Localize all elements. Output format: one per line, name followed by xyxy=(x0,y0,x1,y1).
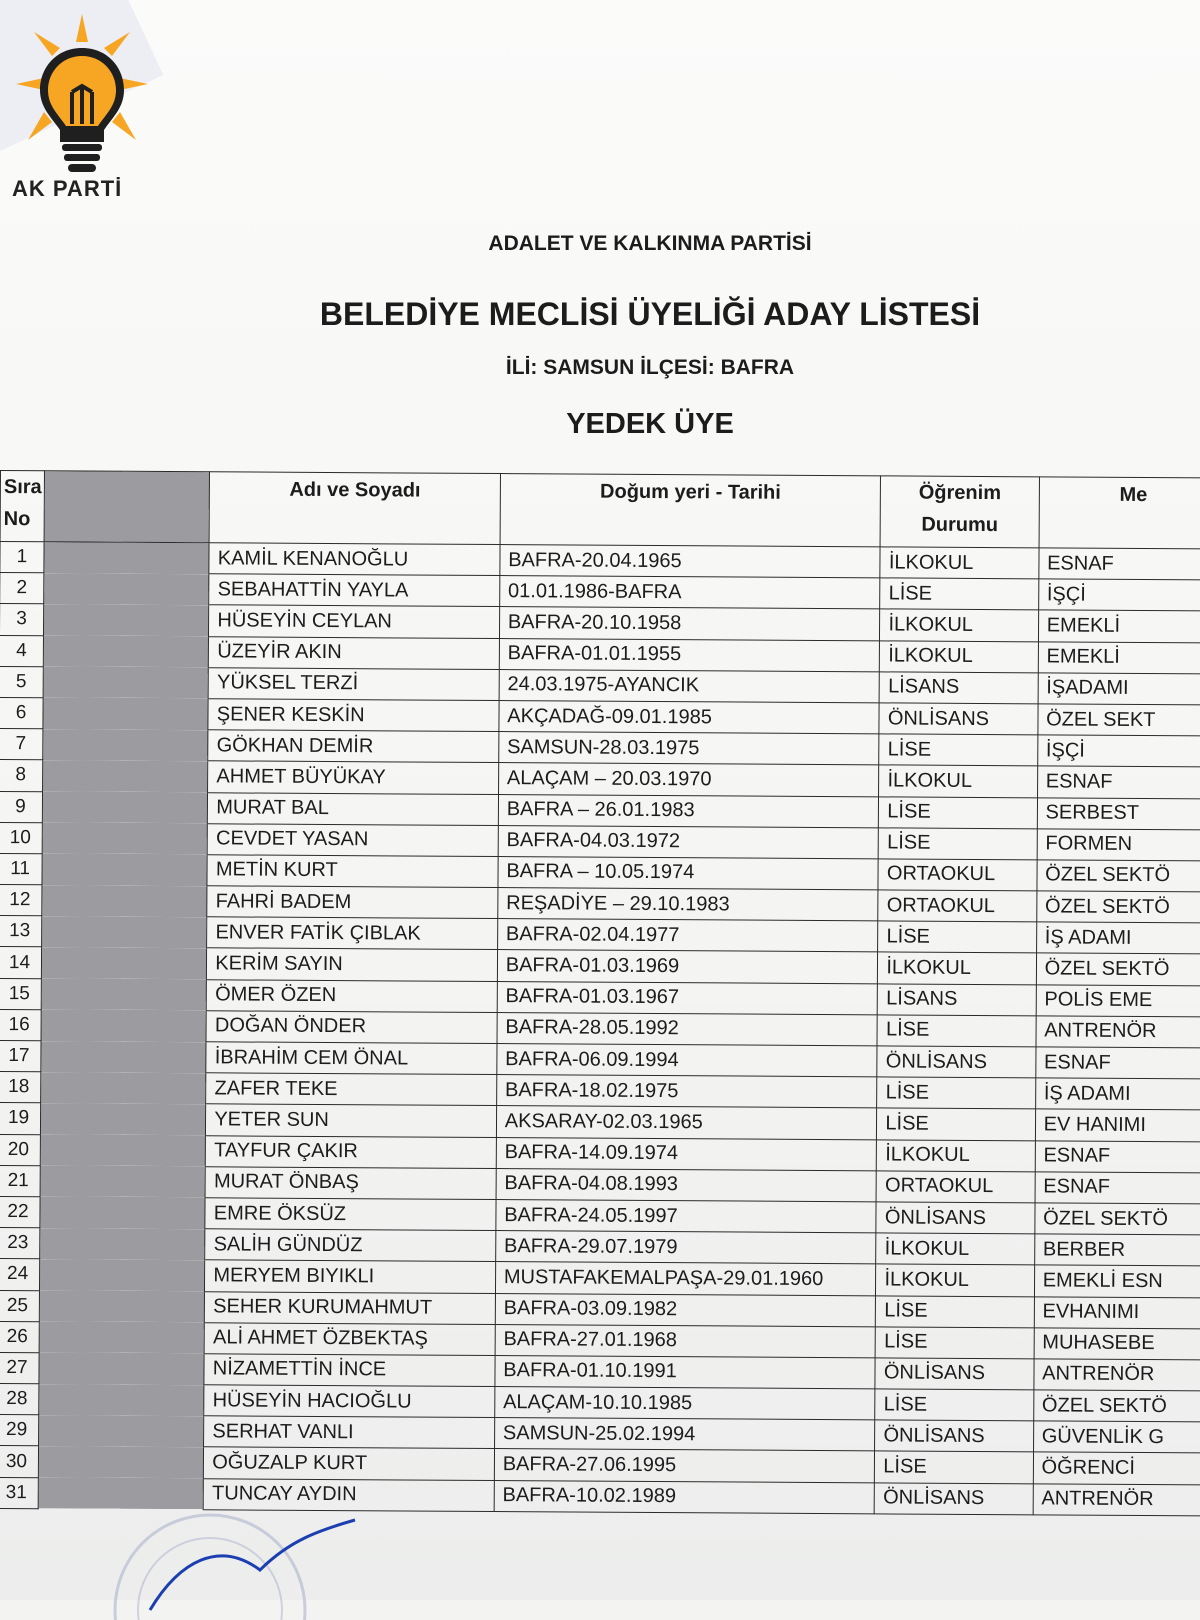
education-level: İLKOKUL xyxy=(880,640,1038,672)
candidate-name: MURAT ÖNBAŞ xyxy=(205,1167,496,1200)
birth-place-date: BAFRA-14.09.1974 xyxy=(496,1137,877,1171)
education-level: LİSE xyxy=(878,921,1036,953)
birth-place-date: BAFRA-18.02.1975 xyxy=(496,1075,877,1109)
birth-place-date: BAFRA-27.06.1995 xyxy=(494,1449,875,1483)
occupation: İŞÇİ xyxy=(1037,735,1200,767)
redacted-cell xyxy=(40,1259,205,1291)
candidate-name: ENVER FATİK ÇIBLAK xyxy=(207,917,498,950)
candidate-name: SERHAT VANLI xyxy=(204,1416,495,1449)
redacted-cell xyxy=(40,1228,205,1260)
column-header-no-line2: No xyxy=(3,508,31,531)
education-level: İLKOKUL xyxy=(876,1233,1034,1265)
education-level: LİSE xyxy=(877,1015,1035,1047)
redacted-cell xyxy=(41,978,206,1010)
row-number: 30 xyxy=(0,1446,39,1477)
row-number: 26 xyxy=(0,1321,39,1352)
column-header-education-line2: Durumu xyxy=(921,513,999,537)
candidate-name: HÜSEYİN CEYLAN xyxy=(209,605,500,638)
candidate-name: TUNCAY AYDIN xyxy=(203,1478,494,1511)
candidate-name: OĞUZALP KURT xyxy=(204,1447,495,1480)
candidate-name: ŞENER KESKİN xyxy=(208,699,499,732)
redacted-cell xyxy=(41,1103,206,1135)
candidate-name: KERİM SAYIN xyxy=(207,948,498,981)
column-header-occupation: Me xyxy=(1039,477,1200,549)
candidate-name: ÖMER ÖZEN xyxy=(207,979,498,1012)
birth-place-date: SAMSUN-25.02.1994 xyxy=(494,1418,875,1452)
page-title: BELEDİYE MECLİSİ ÜYELİĞİ ADAY LİSTESİ xyxy=(319,296,981,332)
birth-place-date: 01.01.1986-BAFRA xyxy=(499,576,880,610)
education-level: İLKOKUL xyxy=(878,952,1036,984)
redacted-cell xyxy=(42,885,207,917)
candidate-name: SEBAHATTİN YAYLA xyxy=(209,574,500,607)
candidate-name: HÜSEYİN HACIOĞLU xyxy=(204,1385,495,1418)
education-level: ORTAOKUL xyxy=(876,1171,1034,1203)
redacted-cell xyxy=(39,1353,204,1385)
education-level: İLKOKUL xyxy=(880,547,1038,579)
birth-place-date: ALAÇAM – 20.03.1970 xyxy=(498,763,879,797)
candidate-table xyxy=(0,470,1200,1516)
row-number: 16 xyxy=(0,1009,41,1040)
row-number: 7 xyxy=(0,729,43,760)
row-number: 22 xyxy=(0,1196,40,1227)
redacted-cell xyxy=(43,760,208,792)
logo-wordmark: AK PARTİ xyxy=(12,176,123,201)
birth-place-date: BAFRA – 26.01.1983 xyxy=(498,794,879,828)
candidate-name: CEVDET YASAN xyxy=(207,823,498,856)
occupation: POLİS EME xyxy=(1036,984,1200,1016)
occupation: ESNAF xyxy=(1037,766,1200,798)
birth-place-date: ALAÇAM-10.10.1985 xyxy=(495,1387,876,1421)
redacted-cell xyxy=(44,604,209,636)
education-level: LİSE xyxy=(879,796,1037,828)
row-number: 3 xyxy=(0,604,44,635)
birth-place-date: SAMSUN-28.03.1975 xyxy=(499,732,880,766)
candidate-name: FAHRİ BADEM xyxy=(207,886,498,919)
education-level: ÖNLİSANS xyxy=(875,1358,1033,1390)
birth-place-date: BAFRA-01.01.1955 xyxy=(499,638,880,672)
occupation: ÖZEL SEKT xyxy=(1038,704,1200,736)
birth-place-date: BAFRA-29.07.1979 xyxy=(495,1231,876,1265)
candidate-name: YETER SUN xyxy=(206,1104,497,1137)
row-number: 8 xyxy=(0,760,43,791)
birth-place-date: REŞADİYE – 29.10.1983 xyxy=(498,888,879,922)
birth-place-date: BAFRA-10.02.1989 xyxy=(494,1480,875,1514)
redacted-cell xyxy=(42,822,207,854)
redacted-cell xyxy=(39,1384,204,1416)
redacted-cell xyxy=(43,667,208,699)
education-level: ORTAOKUL xyxy=(878,859,1036,891)
row-number: 24 xyxy=(0,1259,40,1290)
redacted-cell xyxy=(41,1041,206,1073)
occupation: İŞADAMI xyxy=(1038,673,1200,705)
row-number: 27 xyxy=(0,1352,39,1383)
education-level: İLKOKUL xyxy=(876,1264,1034,1296)
education-level: LİSE xyxy=(875,1327,1033,1359)
row-number: 9 xyxy=(0,791,43,822)
redacted-cell xyxy=(44,542,209,574)
row-number: 18 xyxy=(0,1072,41,1103)
education-level: LİSE xyxy=(877,1077,1035,1109)
candidate-name: MERYEM BIYIKLI xyxy=(205,1260,496,1293)
party-name: ADALET VE KALKINMA PARTİSİ xyxy=(488,232,812,255)
redacted-cell xyxy=(41,1010,206,1042)
birth-place-date: BAFRA-02.04.1977 xyxy=(497,919,878,953)
birth-place-date: BAFRA – 10.05.1974 xyxy=(498,856,879,890)
birth-place-date: BAFRA-28.05.1992 xyxy=(497,1012,878,1046)
candidate-name: METİN KURT xyxy=(207,855,498,888)
occupation: MUHASEBE xyxy=(1034,1328,1200,1360)
redacted-cell xyxy=(41,947,206,979)
candidate-name: İBRAHİM CEM ÖNAL xyxy=(206,1042,497,1075)
row-number: 1 xyxy=(0,542,44,573)
occupation: ESNAF xyxy=(1035,1140,1200,1172)
occupation: ÖZEL SEKTÖ xyxy=(1033,1390,1200,1422)
occupation: BERBER xyxy=(1034,1234,1200,1266)
education-level: ÖNLİSANS xyxy=(879,703,1037,735)
redacted-cell xyxy=(39,1321,204,1353)
official-stamp xyxy=(110,1500,370,1620)
row-number: 6 xyxy=(0,697,43,728)
candidate-name: AHMET BÜYÜKAY xyxy=(208,761,499,794)
row-number: 14 xyxy=(0,947,42,978)
redacted-cell xyxy=(43,635,208,667)
candidate-name: ALİ AHMET ÖZBEKTAŞ xyxy=(204,1322,495,1355)
occupation: ÖĞRENCİ xyxy=(1033,1452,1200,1484)
education-level: ÖNLİSANS xyxy=(875,1420,1033,1452)
table-header-row xyxy=(0,471,1200,550)
column-header-education xyxy=(880,476,1039,548)
occupation: ÖZEL SEKTÖ xyxy=(1036,953,1200,985)
row-number: 17 xyxy=(0,1040,41,1071)
occupation: ÖZEL SEKTÖ xyxy=(1035,1203,1200,1235)
birth-place-date: BAFRA-01.03.1967 xyxy=(497,981,878,1015)
birth-place-date: BAFRA-03.09.1982 xyxy=(495,1293,876,1327)
occupation: EV HANIMI xyxy=(1035,1109,1200,1141)
occupation: GÜVENLİK G xyxy=(1033,1421,1200,1453)
candidate-name: TAYFUR ÇAKIR xyxy=(206,1135,497,1168)
redacted-cell xyxy=(43,729,208,761)
education-level: LİSE xyxy=(880,578,1038,610)
row-number: 2 xyxy=(0,573,44,604)
location-line: İLİ: SAMSUN İLÇESİ: BAFRA xyxy=(505,356,795,379)
candidate-name: KAMİL KENANOĞLU xyxy=(209,543,500,576)
occupation: ÖZEL SEKTÖ xyxy=(1036,891,1200,923)
occupation: EVHANIMI xyxy=(1034,1296,1200,1328)
row-number: 21 xyxy=(0,1165,40,1196)
member-type-heading: YEDEK ÜYE xyxy=(566,408,734,440)
row-number: 23 xyxy=(0,1228,40,1259)
education-level: İLKOKUL xyxy=(880,609,1038,641)
birth-place-date: BAFRA-24.05.1997 xyxy=(496,1199,877,1233)
candidate-name: SEHER KURUMAHMUT xyxy=(205,1291,496,1324)
occupation: ESNAF xyxy=(1035,1047,1200,1079)
row-number: 12 xyxy=(0,885,42,916)
redacted-cell xyxy=(40,1197,205,1229)
candidate-name: ZAFER TEKE xyxy=(206,1073,497,1106)
occupation: EMEKLİ xyxy=(1038,641,1200,673)
birth-place-date: MUSTAFAKEMALPAŞA-29.01.1960 xyxy=(495,1262,876,1296)
education-level: LİSANS xyxy=(880,672,1038,704)
row-number: 11 xyxy=(0,853,42,884)
occupation: ESNAF xyxy=(1039,548,1200,580)
birth-place-date: BAFRA-01.10.1991 xyxy=(495,1355,876,1389)
education-level: ORTAOKUL xyxy=(878,890,1036,922)
birth-place-date: BAFRA-20.04.1965 xyxy=(500,545,881,579)
redacted-cell xyxy=(40,1166,205,1198)
redacted-column-header xyxy=(44,471,210,543)
education-level: LİSE xyxy=(879,734,1037,766)
row-number: 19 xyxy=(0,1103,41,1134)
row-number: 29 xyxy=(0,1415,39,1446)
candidate-name: YÜKSEL TERZİ xyxy=(208,668,499,701)
row-number: 25 xyxy=(0,1290,40,1321)
occupation: İŞ ADAMI xyxy=(1035,1078,1200,1110)
education-level: LİSE xyxy=(875,1389,1033,1421)
column-header-education-line1: Öğrenim xyxy=(918,481,1002,505)
birth-place-date: BAFRA-27.01.1968 xyxy=(495,1324,876,1358)
redacted-cell xyxy=(42,791,207,823)
row-number: 31 xyxy=(0,1477,38,1508)
candidate-name: MURAT BAL xyxy=(208,792,499,825)
education-level: LİSE xyxy=(876,1295,1034,1327)
education-level: ÖNLİSANS xyxy=(875,1482,1033,1514)
column-header-no xyxy=(0,471,44,542)
birth-place-date: BAFRA-04.08.1993 xyxy=(496,1168,877,1202)
birth-place-date: 24.03.1975-AYANCIK xyxy=(499,669,880,703)
education-level: ÖNLİSANS xyxy=(876,1202,1034,1234)
row-number: 28 xyxy=(0,1384,39,1415)
occupation: EMEKLİ xyxy=(1038,610,1200,642)
birth-place-date: BAFRA-06.09.1994 xyxy=(497,1044,878,1078)
column-header-name: Adı ve Soyadı xyxy=(209,472,500,545)
row-number: 4 xyxy=(0,635,44,666)
education-level: İLKOKUL xyxy=(877,1139,1035,1171)
redacted-cell xyxy=(44,573,209,605)
candidate-name: DOĞAN ÖNDER xyxy=(206,1011,497,1044)
row-number: 15 xyxy=(0,978,41,1009)
candidate-name: NİZAMETTİN İNCE xyxy=(204,1354,495,1387)
birth-place-date: BAFRA-20.10.1958 xyxy=(499,607,880,641)
candidate-name: SALİH GÜNDÜZ xyxy=(205,1229,496,1262)
column-header-birth: Doğum yeri - Tarihi xyxy=(500,474,881,547)
education-level: LİSE xyxy=(875,1451,1033,1483)
education-level: LİSE xyxy=(879,828,1037,860)
birth-place-date: AKSARAY-02.03.1965 xyxy=(496,1106,877,1140)
birth-place-date: AKÇADAĞ-09.01.1985 xyxy=(499,700,880,734)
row-number: 20 xyxy=(0,1134,41,1165)
signature-stroke xyxy=(150,1520,355,1610)
row-number: 5 xyxy=(0,666,43,697)
redacted-cell xyxy=(42,854,207,886)
redacted-cell xyxy=(40,1134,205,1166)
occupation: İŞÇİ xyxy=(1038,579,1200,611)
occupation: ESNAF xyxy=(1035,1172,1200,1204)
occupation: ÖZEL SEKTÖ xyxy=(1037,860,1200,892)
education-level: LİSE xyxy=(877,1108,1035,1140)
redacted-cell xyxy=(38,1446,203,1478)
occupation: ANTRENÖR xyxy=(1034,1359,1200,1391)
row-number: 10 xyxy=(0,822,42,853)
birth-place-date: BAFRA-04.03.1972 xyxy=(498,825,879,859)
education-level: ÖNLİSANS xyxy=(877,1046,1035,1078)
occupation: SERBEST xyxy=(1037,797,1200,829)
occupation: EMEKLİ ESN xyxy=(1034,1265,1200,1297)
lightbulb-logo-icon xyxy=(8,12,158,182)
redacted-cell xyxy=(43,698,208,730)
birth-place-date: BAFRA-01.03.1969 xyxy=(497,950,878,984)
redacted-cell xyxy=(41,1072,206,1104)
row-number: 13 xyxy=(0,916,42,947)
occupation: FORMEN xyxy=(1037,829,1200,861)
column-header-no-line1: Sıra xyxy=(3,476,42,499)
redacted-cell xyxy=(42,916,207,948)
occupation: İŞ ADAMI xyxy=(1036,922,1200,954)
occupation: ANTRENÖR xyxy=(1033,1483,1200,1515)
candidate-name: EMRE ÖKSÜZ xyxy=(205,1198,496,1231)
candidate-name: ÜZEYİR AKIN xyxy=(209,636,500,669)
occupation: ANTRENÖR xyxy=(1036,1016,1200,1048)
education-level: İLKOKUL xyxy=(879,765,1037,797)
candidate-name: GÖKHAN DEMİR xyxy=(208,730,499,763)
redacted-cell xyxy=(39,1415,204,1447)
redacted-cell xyxy=(39,1290,204,1322)
education-level: LİSANS xyxy=(878,983,1036,1015)
party-logo xyxy=(8,12,158,202)
